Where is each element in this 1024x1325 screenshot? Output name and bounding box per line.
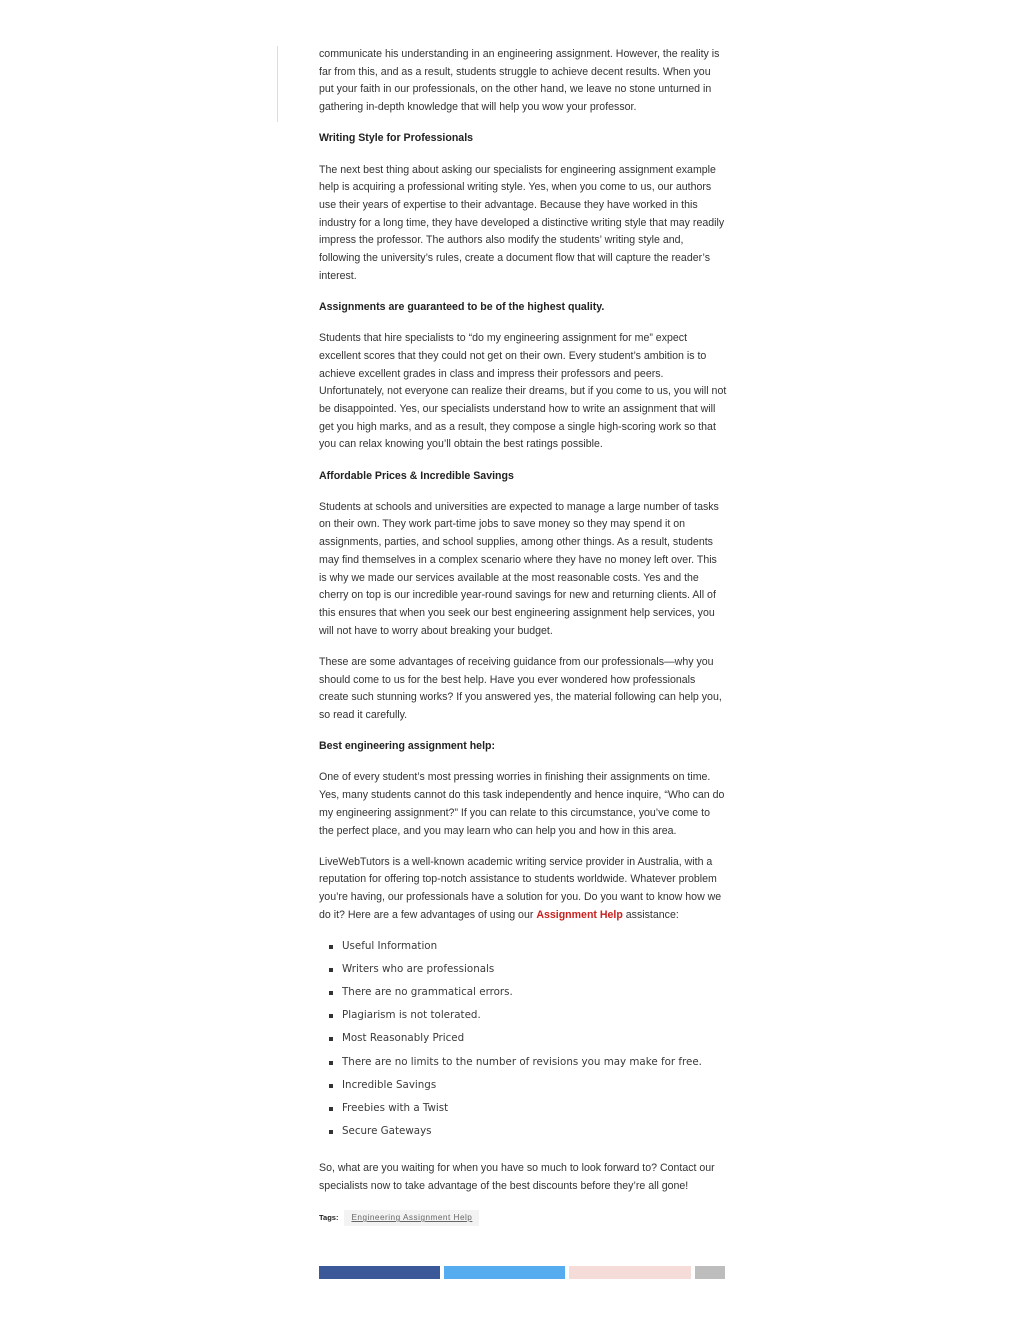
heading-writing-style: Writing Style for Professionals <box>319 132 474 145</box>
paragraph-prices: Students at schools and universities are expected to manage a large number of tasks on their own. They work part-time jobs to save money so they may spend it on assignments, parties, and school supplies, among other things. As a result, students may find themselves in a complex scenario where they have no money left over. This is why we made our services available at the most reasonable costs. Yes and the cherry on top is our incredible year-round savings for new and returning clients. All of this ensures that when you seek our best engineering assignment help services, you will not have to worry about breaking your budget. <box>319 500 719 637</box>
list-item <box>329 1077 727 1100</box>
paragraph-advantages: These are some advantages of receiving guidance from our professionals—why you should come to us for the best help. Have you ever wondered how professionals create such stunning works? If you answered yes, the material following can help you, so read it carefully. <box>319 655 722 721</box>
article-body <box>319 46 727 1227</box>
share-pinterest-button[interactable] <box>569 1266 691 1279</box>
share-twitter-button[interactable] <box>444 1266 565 1279</box>
bullet-icon <box>329 968 333 972</box>
bullet-icon <box>329 945 333 949</box>
tags-row <box>319 1209 727 1227</box>
list-item-label: Incredible Savings <box>342 1078 437 1091</box>
share-more-button[interactable] <box>695 1266 725 1279</box>
bullet-icon <box>329 1084 333 1088</box>
list-item-label: Secure Gateways <box>342 1124 432 1137</box>
bullet-icon <box>329 1061 333 1065</box>
feature-list <box>319 938 727 1146</box>
list-item-label: Useful Information <box>342 940 438 953</box>
list-item <box>329 1054 727 1077</box>
list-item <box>329 938 727 961</box>
paragraph-livewebtutors-tail: assistance: <box>622 908 679 921</box>
assignment-help-link[interactable]: Assignment Help <box>536 908 623 921</box>
list-item-label: Most Reasonably Priced <box>342 1032 465 1045</box>
bullet-icon <box>329 1130 333 1134</box>
list-item-label: There are no limits to the number of revisions you may make for free. <box>342 1055 702 1068</box>
side-divider <box>277 46 278 122</box>
list-item-label: There are no grammatical errors. <box>342 986 513 999</box>
paragraph-best-help: One of every student’s most pressing worries in finishing their assignments on time. Yes, many students cannot do this task independently and hence inquire, “Who can do my engineering assignment?” If you can relate to this circumstance, you’ve come to the perfect place, and you may learn who can help you and how in this area. <box>319 771 725 837</box>
heading-quality: Assignments are guaranteed to be of the highest quality. <box>319 300 605 313</box>
paragraph-intro: communicate his understanding in an engineering assignment. However, the reality is far from this, and as a result, students struggle to achieve decent results. When you put your faith in our professionals, on the other hand, we leave no stone unturned in gathering in-depth knowledge that will help you wow your professor. <box>319 48 720 114</box>
heading-best-help: Best engineering assignment help: <box>319 740 496 753</box>
bullet-icon <box>329 1037 333 1041</box>
list-item <box>329 984 727 1007</box>
paragraph-quality: Students that hire specialists to “do my engineering assignment for me” expect excellent scores that they could not get on their own. Every student’s ambition is to achieve excellent grades in class and impress their professors and peers. Unfortunately, not everyone can realize their dreams, but if you come to us, you will not be disappointed. Yes, our specialists understand how to write an assignment that will get you high marks, and as a result, they compose a single high-scoring work so that you can relax knowing you’ll obtain the best ratings possible. <box>319 332 727 451</box>
share-facebook-button[interactable] <box>319 1266 440 1279</box>
list-item-label: Freebies with a Twist <box>342 1101 449 1114</box>
list-item <box>329 1007 727 1030</box>
paragraph-closing: So, what are you waiting for when you have so much to look forward to? Contact our specialists now to take advantage of the best discounts before they’re all gone! <box>319 1161 715 1192</box>
list-item <box>329 1123 727 1146</box>
tag-engineering-assignment-help[interactable]: Engineering Assignment Help <box>344 1210 479 1226</box>
list-item <box>329 1030 727 1053</box>
bullet-icon <box>329 991 333 995</box>
heading-prices: Affordable Prices & Incredible Savings <box>319 469 514 482</box>
list-item <box>329 961 727 984</box>
list-item <box>329 1100 727 1123</box>
list-item-label: Plagiarism is not tolerated. <box>342 1009 481 1022</box>
paragraph-writing-style: The next best thing about asking our specialists for engineering assignment example help is acquiring a professional writing style. Yes, when you come to us, our authors use their years of expertise to their advantage. Because they have worked in this industry for a long time, they have developed a distinctive writing style that may readily impress the professor. The authors also modify the students’ writing style and, following the university’s rules, create a document flow that will capture the reader’s interest. <box>319 163 725 282</box>
bullet-icon <box>329 1014 333 1018</box>
tags-label: Tags: <box>319 1213 339 1223</box>
paragraph-livewebtutors-text: LiveWebTutors is a well-known academic writing service provider in Australia, with a reputation for offering top-notch assistance to students worldwide. Whatever problem you’re having, our professionals have a solution for you. Do you want to know how we do it? Here are a few advantages of using our <box>319 855 722 921</box>
paragraph-livewebtutors <box>319 854 727 925</box>
list-item-label: Writers who are professionals <box>342 963 495 976</box>
bullet-icon <box>329 1107 333 1111</box>
